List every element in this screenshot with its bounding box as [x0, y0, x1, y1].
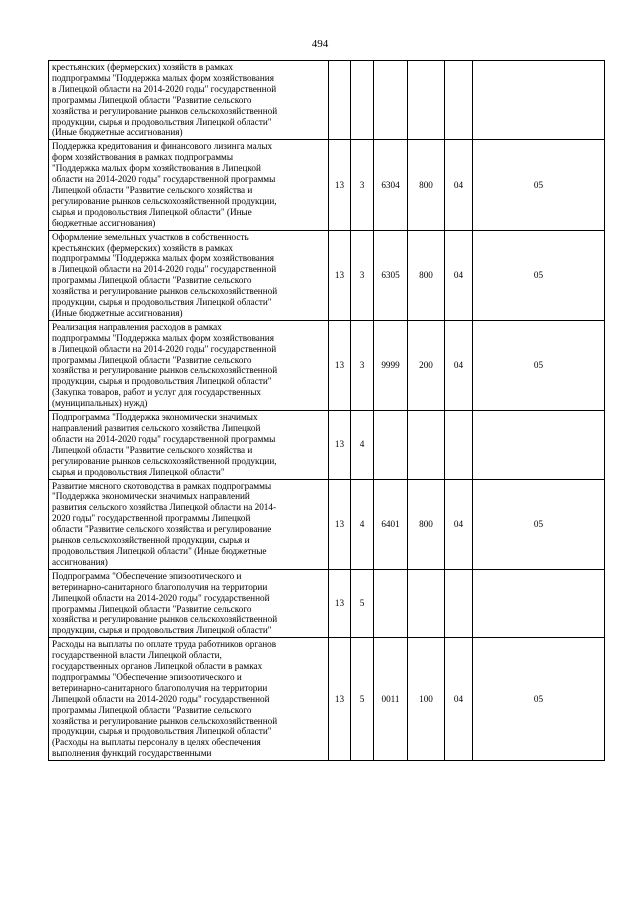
program-code-cell: 3	[351, 230, 374, 320]
expense-type-cell	[408, 411, 445, 479]
description-line: программы Липецкой области "Развитие сельского	[52, 94, 252, 105]
row-description	[49, 320, 329, 410]
table-row	[49, 320, 605, 410]
description-line: государственной власти Липецкой области,	[52, 650, 222, 661]
table-row	[49, 230, 605, 320]
description-line: продукции, сырья и продовольствия Липецкой области"	[52, 625, 272, 636]
section-cell: 04	[445, 320, 473, 410]
description-line: (Иные бюджетные ассигнования)	[52, 127, 183, 138]
description-line: подпрограммы "Поддержка малых форм хозяйствования	[52, 253, 274, 264]
description-line: подпрограммы "Поддержка малых форм хозяйствования	[52, 332, 274, 343]
description-line: в Липецкой области на 2014-2020 годы" государственной	[52, 264, 277, 275]
section-cell: 04	[445, 479, 473, 569]
target-item-cell: 9999	[374, 320, 408, 410]
section-cell: 04	[445, 230, 473, 320]
description-line: Липецкой области на 2014-2020 годы" государственной	[52, 592, 270, 603]
description-line: области на 2014-2020 годы" государственной программы	[52, 433, 276, 444]
ministry-code-cell: 13	[329, 638, 351, 761]
description-line: подпрограммы "Обеспечение эпизоотического и	[52, 671, 242, 682]
description-line: продовольствия Липецкой области" (Иные бюджетные	[52, 545, 267, 556]
page-number: 494	[311, 38, 329, 50]
description-line: регулирование рынков сельскохозяйственной продукции,	[52, 195, 277, 206]
row-description	[49, 569, 329, 637]
description-line: бюджетные ассигнования)	[52, 217, 156, 228]
description-line: государственных органов Липецкой области в рамках	[52, 661, 263, 672]
ministry-code-cell: 13	[329, 230, 351, 320]
expense-type-cell: 800	[408, 230, 445, 320]
description-line: Оформление земельных участков в собственность	[52, 231, 249, 242]
program-code-cell: 3	[351, 320, 374, 410]
section-cell: 04	[445, 638, 473, 761]
description-line: Подпрограмма "Обеспечение эпизоотического и	[52, 570, 242, 581]
description-line: продукции, сырья и продовольствия Липецкой области"	[52, 297, 272, 308]
description-line: (Закупка товаров, работ и услуг для государственных	[52, 387, 261, 398]
description-line: хозяйства и регулирование рынков сельскохозяйственной	[52, 614, 278, 625]
description-line: хозяйства и регулирование рынков сельскохозяйственной	[52, 715, 278, 726]
description-line: крестьянских (фермерских) хозяйств в рамках	[52, 62, 234, 72]
description-line: Липецкой области "Развитие сельского хозяйства и	[52, 444, 253, 455]
description-line: "Поддержка экономически значимых направлений	[52, 491, 250, 502]
row-description	[49, 140, 329, 230]
description-line: (Иные бюджетные ассигнования)	[52, 307, 183, 318]
description-line: подпрограммы "Поддержка малых форм хозяйствования	[52, 72, 274, 83]
table-row	[49, 569, 605, 637]
ministry-code-cell: 13	[329, 140, 351, 230]
description-line: направлений развития сельского хозяйства Липецкой	[52, 423, 261, 433]
subsection-cell: 05	[473, 320, 605, 410]
program-code-cell: 4	[351, 479, 374, 569]
subsection-cell: 05	[473, 479, 605, 569]
expense-type-cell: 800	[408, 479, 445, 569]
subsection-cell	[473, 61, 605, 140]
expense-type-cell	[408, 569, 445, 637]
ministry-code-cell: 13	[329, 320, 351, 410]
target-item-cell	[374, 569, 408, 637]
row-description	[49, 638, 329, 761]
table-row	[49, 61, 605, 140]
expense-type-cell: 100	[408, 638, 445, 761]
description-line: области на 2014-2020 годы" государственной программы	[52, 174, 276, 185]
description-line: сырья и продовольствия Липецкой области"	[52, 466, 225, 477]
expense-type-cell	[408, 61, 445, 140]
description-line: продукции, сырья и продовольствия Липецкой области"	[52, 376, 272, 387]
section-cell	[445, 411, 473, 479]
table-row	[49, 479, 605, 569]
subsection-cell: 05	[473, 140, 605, 230]
description-line: программы Липецкой области "Развитие сельского	[52, 275, 252, 286]
description-line: хозяйства и регулирование рынков сельскохозяйственной	[52, 365, 278, 376]
description-line: хозяйства и регулирование рынков сельскохозяйственной	[52, 105, 278, 116]
description-line: Поддержка кредитования и финансового лизинга малых	[52, 141, 273, 152]
ministry-code-cell: 13	[329, 479, 351, 569]
description-line: развития сельского хозяйства Липецкой области на 2014-	[52, 502, 277, 513]
description-line: ассигнования)	[52, 556, 108, 567]
program-code-cell: 5	[351, 569, 374, 637]
target-item-cell: 6401	[374, 479, 408, 569]
description-line: в Липецкой области на 2014-2020 годы" государственной	[52, 343, 277, 354]
expense-type-cell: 200	[408, 320, 445, 410]
row-description	[49, 411, 329, 479]
description-line: выполнения функций государственными	[52, 748, 212, 759]
description-line: "Поддержка малых форм хозяйствования в Липецкой	[52, 163, 261, 174]
description-line: ветеринарно-санитарного благополучия на территории	[52, 682, 268, 693]
description-line: регулирование рынков сельскохозяйственной продукции,	[52, 455, 277, 466]
target-item-cell: 6305	[374, 230, 408, 320]
section-cell	[445, 569, 473, 637]
description-line: ветеринарно-санитарного благополучия на территории	[52, 581, 268, 592]
description-line: программы Липецкой области "Развитие сельского	[52, 603, 252, 614]
row-description	[49, 230, 329, 320]
description-line: Подпрограмма "Поддержка экономически значимых	[52, 412, 258, 423]
budget-table	[48, 60, 605, 761]
description-line: (муниципальных) нужд)	[52, 398, 148, 409]
subsection-cell	[473, 411, 605, 479]
program-code-cell	[351, 61, 374, 140]
table-row	[49, 638, 605, 761]
table-row	[49, 411, 605, 479]
description-line: (Расходы на выплаты персоналу в целях обеспечения	[52, 737, 261, 748]
subsection-cell	[473, 569, 605, 637]
table-row	[49, 140, 605, 230]
target-item-cell	[374, 411, 408, 479]
target-item-cell: 0011	[374, 638, 408, 761]
subsection-cell: 05	[473, 230, 605, 320]
program-code-cell: 4	[351, 411, 374, 479]
description-line: в Липецкой области на 2014-2020 годы" государственной	[52, 83, 277, 94]
budget-table-body	[49, 61, 605, 761]
description-line: программы Липецкой области "Развитие сельского	[52, 704, 252, 715]
description-line: программы Липецкой области "Развитие сельского	[52, 354, 252, 365]
description-line: продукции, сырья и продовольствия Липецкой области"	[52, 116, 272, 127]
description-line: рынков сельскохозяйственной продукции, сырья и	[52, 535, 250, 546]
row-description	[49, 61, 329, 140]
description-line: 2020 годы" государственной программы Липецкой	[52, 513, 251, 524]
ministry-code-cell: 13	[329, 569, 351, 637]
description-line: Липецкой области на 2014-2020 годы" государственной	[52, 693, 270, 704]
description-line: крестьянских (фермерских) хозяйств в рамках	[52, 242, 234, 253]
section-cell: 04	[445, 140, 473, 230]
target-item-cell	[374, 61, 408, 140]
description-line: области "Развитие сельского хозяйства и регулирование	[52, 524, 272, 535]
row-description	[49, 479, 329, 569]
expense-type-cell: 800	[408, 140, 445, 230]
ministry-code-cell: 13	[329, 411, 351, 479]
description-line: Липецкой области "Развитие сельского хозяйства и	[52, 184, 253, 195]
target-item-cell: 6304	[374, 140, 408, 230]
description-line: Реализация направления расходов в рамках	[52, 321, 222, 332]
section-cell	[445, 61, 473, 140]
ministry-code-cell	[329, 61, 351, 140]
program-code-cell: 3	[351, 140, 374, 230]
description-line: сырья и продовольствия Липецкой области" (Иные	[52, 206, 252, 217]
description-line: хозяйства и регулирование рынков сельскохозяйственной	[52, 286, 278, 297]
description-line: форм хозяйствования в рамках подпрограммы	[52, 152, 234, 163]
subsection-cell: 05	[473, 638, 605, 761]
description-line: продукции, сырья и продовольствия Липецкой области"	[52, 726, 272, 737]
description-line: Расходы на выплаты по оплате труда работников органов	[52, 639, 277, 650]
program-code-cell: 5	[351, 638, 374, 761]
description-line: Развитие мясного скотоводства в рамках подпрограммы	[52, 480, 272, 491]
